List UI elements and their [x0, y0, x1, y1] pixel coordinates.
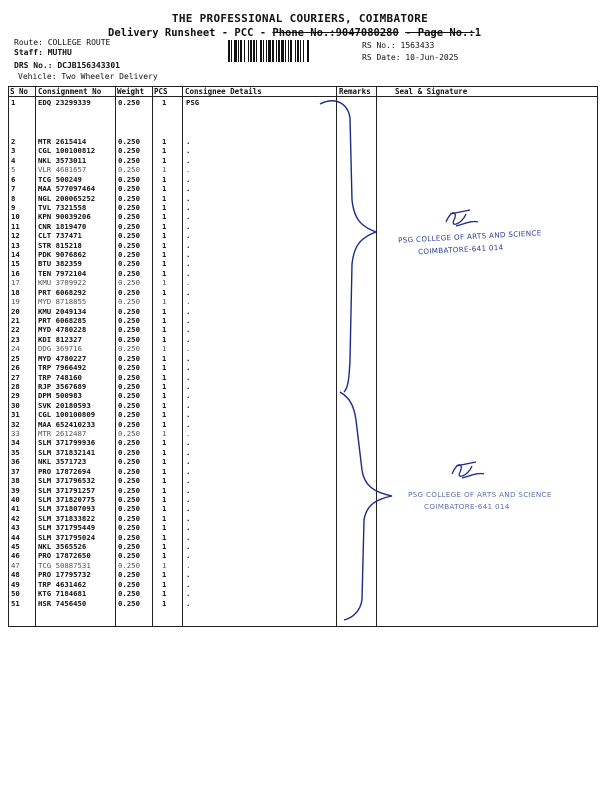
- row-weight: 0.250: [118, 231, 140, 241]
- row-pcs: 1: [162, 570, 167, 580]
- row-consignee: .: [186, 447, 191, 457]
- row-consignee: .: [186, 579, 191, 589]
- row-consignee: .: [186, 589, 191, 599]
- page-label: - Page No.:: [405, 27, 475, 39]
- row-sno: 44: [11, 532, 20, 542]
- row-pcs: 1: [162, 523, 167, 533]
- row-consignee: .: [186, 278, 191, 288]
- row-consignee: PSG: [186, 98, 200, 107]
- row-consignee: .: [186, 381, 191, 391]
- row-consignment-no: RJP 3567689: [38, 381, 87, 391]
- row-pcs: 1: [162, 334, 167, 344]
- row-pcs: 1: [162, 560, 167, 570]
- row-consignment-no: MYD 8718855: [38, 297, 87, 307]
- row-consignment-no: TVL 7321558: [38, 202, 87, 212]
- row-pcs: 1: [162, 344, 167, 354]
- row-consignee: .: [186, 598, 191, 608]
- row-consignment-no: MTR 2612487: [38, 429, 87, 439]
- row-sno: 30: [11, 400, 20, 410]
- row-consignee: .: [186, 306, 191, 316]
- row-sno: 37: [11, 466, 20, 476]
- row-weight: 0.250: [118, 202, 140, 212]
- row-sno: 16: [11, 268, 20, 278]
- row-consignment-no: PRT 6068285: [38, 315, 87, 325]
- row-pcs: 1: [162, 231, 167, 241]
- row-pcs: 1: [162, 98, 167, 107]
- row-pcs: 1: [162, 381, 167, 391]
- row-weight: 0.250: [118, 240, 140, 250]
- row-consignment-no: NGL 200065252: [38, 193, 96, 203]
- row-sno: 1: [11, 98, 16, 107]
- row-consignee: .: [186, 174, 191, 184]
- vehicle-label: Vehicle:: [18, 72, 57, 81]
- row-consignee: .: [186, 476, 191, 486]
- row-consignment-no: MAA 577097464: [38, 184, 96, 194]
- row-sno: 19: [11, 297, 20, 307]
- row-pcs: 1: [162, 589, 167, 599]
- row-sno: 9: [11, 202, 16, 212]
- row-pcs: 1: [162, 410, 167, 420]
- row-consignment-no: CLT 737471: [38, 231, 82, 241]
- row-consignee: .: [186, 184, 191, 194]
- row-consignment-no: SLM 371791257: [38, 485, 96, 495]
- row-weight: 0.250: [118, 579, 140, 589]
- staff-value: MUTHU: [47, 48, 72, 57]
- row-weight: 0.250: [118, 523, 140, 533]
- row-consignment-no: KPN 90039206: [38, 212, 91, 222]
- row-consignee: .: [186, 221, 191, 231]
- row-pcs: 1: [162, 466, 167, 476]
- col-header-weight: Weight: [117, 87, 145, 96]
- row-weight: 0.250: [118, 560, 140, 570]
- row-consignee: .: [186, 325, 191, 335]
- row-pcs: 1: [162, 287, 167, 297]
- signature-scribble-2: [452, 462, 484, 478]
- row-pcs: 1: [162, 513, 167, 523]
- row-sno: 12: [11, 231, 20, 241]
- row-consignment-no: KDI 812327: [38, 334, 82, 344]
- row-consignee: .: [186, 372, 191, 382]
- row-consignee: .: [186, 334, 191, 344]
- row-weight: 0.250: [118, 476, 140, 486]
- col-header-consignee: Consignee Details: [185, 87, 262, 96]
- row-consignment-no: MYD 4780228: [38, 325, 87, 335]
- row-weight: 0.250: [118, 542, 140, 552]
- row-consignee: .: [186, 155, 191, 165]
- row-sno: 6: [11, 174, 16, 184]
- row-weight: 0.250: [118, 353, 140, 363]
- row-pcs: 1: [162, 438, 167, 448]
- row-weight: 0.250: [118, 155, 140, 165]
- row-pcs: 1: [162, 429, 167, 439]
- row-weight: 0.250: [118, 457, 140, 467]
- row-sno: 11: [11, 221, 20, 231]
- row-sno: 10: [11, 212, 20, 222]
- row-weight: 0.250: [118, 315, 140, 325]
- row-weight: 0.250: [118, 429, 140, 439]
- row-weight: 0.250: [118, 598, 140, 608]
- row-sno: 47: [11, 560, 20, 570]
- col-header-pcs: PCS: [154, 87, 168, 96]
- row-sno: 32: [11, 419, 20, 429]
- row-consignment-no: TEN 7972104: [38, 268, 87, 278]
- row-consignment-no: HSR 7456450: [38, 598, 87, 608]
- route-value: COLLEGE ROUTE: [47, 38, 111, 47]
- row-weight: 0.250: [118, 184, 140, 194]
- row-sno: 13: [11, 240, 20, 250]
- row-weight: 0.250: [118, 494, 140, 504]
- row-weight: 0.250: [118, 504, 140, 514]
- row-consignee: .: [186, 353, 191, 363]
- row-consignment-no: PRO 17872694: [38, 466, 91, 476]
- col-header-sno: S No: [10, 87, 29, 96]
- row-consignment-no: TCG 50887531: [38, 560, 91, 570]
- row-consignment-no: DPM 500983: [38, 391, 82, 401]
- row-consignment-no: SLM 371799936: [38, 438, 96, 448]
- phone-number: 9047080280: [335, 27, 399, 39]
- row-pcs: 1: [162, 268, 167, 278]
- row-sno: 5: [11, 165, 16, 175]
- row-pcs: 1: [162, 297, 167, 307]
- row-sno: 31: [11, 410, 20, 420]
- row-consignee: .: [186, 513, 191, 523]
- col-header-remarks: Remarks: [339, 87, 371, 96]
- row-consignee: .: [186, 551, 191, 561]
- staff-label: Staff:: [14, 48, 43, 57]
- row-consignment-no: SLM 371820775: [38, 494, 96, 504]
- row-consignee: .: [186, 297, 191, 307]
- row-sno: 45: [11, 542, 20, 552]
- row-consignee: .: [186, 240, 191, 250]
- row-consignment-no: EDQ 23299339: [38, 98, 91, 107]
- row-weight: 0.250: [118, 513, 140, 523]
- row-sno: 51: [11, 598, 20, 608]
- row-pcs: 1: [162, 391, 167, 401]
- row-sno: 23: [11, 334, 20, 344]
- row-sno: 40: [11, 494, 20, 504]
- col-header-seal: Seal & Signature: [395, 87, 468, 96]
- row-pcs: 1: [162, 400, 167, 410]
- row-sno: 43: [11, 523, 20, 533]
- row-pcs: 1: [162, 193, 167, 203]
- row-weight: 0.250: [118, 334, 140, 344]
- row-weight: 0.250: [118, 570, 140, 580]
- row-weight: 0.250: [118, 193, 140, 203]
- row-consignee: .: [186, 344, 191, 354]
- row-pcs: 1: [162, 306, 167, 316]
- row-consignment-no: SLM 371795024: [38, 532, 96, 542]
- row-consignee: .: [186, 146, 191, 156]
- row-sno: 22: [11, 325, 20, 335]
- row-weight: 0.250: [118, 391, 140, 401]
- row-pcs: 1: [162, 212, 167, 222]
- row-consignment-no: TRP 4631462: [38, 579, 87, 589]
- company-title: THE PROFESSIONAL COURIERS, COIMBATORE: [171, 12, 429, 25]
- row-pcs: 1: [162, 221, 167, 231]
- row-sno: 42: [11, 513, 20, 523]
- row-sno: 17: [11, 278, 20, 288]
- row-weight: 0.250: [118, 344, 140, 354]
- row-weight: 0.250: [118, 400, 140, 410]
- row-pcs: 1: [162, 532, 167, 542]
- row-sno: 50: [11, 589, 20, 599]
- phone-label: Phone No.:: [272, 27, 336, 39]
- row-consignment-no: VLR 4681657: [38, 165, 87, 175]
- row-sno: 48: [11, 570, 20, 580]
- row-weight: 0.250: [118, 325, 140, 335]
- row-consignee: .: [186, 504, 191, 514]
- row-consignment-no: DDG 369716: [38, 344, 82, 354]
- row-consignment-no: SVK 20180593: [38, 400, 91, 410]
- row-sno: 15: [11, 259, 20, 269]
- row-pcs: 1: [162, 419, 167, 429]
- drs-label: DRS No.:: [14, 61, 53, 70]
- row-sno: 24: [11, 344, 20, 354]
- row-consignment-no: PDK 9076862: [38, 250, 87, 260]
- row-pcs: 1: [162, 476, 167, 486]
- row-weight: 0.250: [118, 438, 140, 448]
- row-sno: 14: [11, 250, 20, 260]
- row-weight: 0.250: [118, 447, 140, 457]
- row-consignee: .: [186, 202, 191, 212]
- college-stamp-1-line1: PSG COLLEGE OF ARTS AND SCIENCE: [397, 228, 542, 245]
- row-consignment-no: TCG 500249: [38, 174, 82, 184]
- row-consignee: .: [186, 532, 191, 542]
- row-sno: 28: [11, 381, 20, 391]
- row-consignee: .: [186, 457, 191, 467]
- row-consignee: .: [186, 429, 191, 439]
- row-sno: 25: [11, 353, 20, 363]
- rs-date-value: 10-Jun-2025: [405, 53, 459, 62]
- row-consignment-no: MTR 2615414: [38, 137, 87, 146]
- row-pcs: 1: [162, 165, 167, 175]
- row-pcs: 1: [162, 447, 167, 457]
- row-pcs: 1: [162, 579, 167, 589]
- row-sno: 21: [11, 315, 20, 325]
- row-consignment-no: KTG 7184681: [38, 589, 87, 599]
- row-weight: 0.250: [118, 221, 140, 231]
- row-weight: 0.250: [118, 485, 140, 495]
- rs-date-label: RS Date:: [362, 53, 401, 62]
- row-consignment-no: NKL 3565526: [38, 542, 87, 552]
- sheet-title: Delivery Runsheet - PCC -: [108, 27, 267, 39]
- row-weight: 0.250: [118, 551, 140, 561]
- row-weight: 0.250: [118, 372, 140, 382]
- row-weight: 0.250: [118, 287, 140, 297]
- row-sno: 7: [11, 184, 16, 194]
- row-weight: 0.250: [118, 174, 140, 184]
- row-consignment-no: CGL 100100809: [38, 410, 96, 420]
- row-consignee: .: [186, 400, 191, 410]
- row-consignee: .: [186, 259, 191, 269]
- row-weight: 0.250: [118, 466, 140, 476]
- row-weight: 0.250: [118, 306, 140, 316]
- vehicle-value: Two Wheeler Delivery: [61, 72, 158, 81]
- row-pcs: 1: [162, 240, 167, 250]
- row-consignee: .: [186, 287, 191, 297]
- row-pcs: 1: [162, 551, 167, 561]
- row-pcs: 1: [162, 363, 167, 373]
- row-consignment-no: TRP 748160: [38, 372, 82, 382]
- row-sno: 49: [11, 579, 20, 589]
- row-consignment-no: SLM 371832141: [38, 447, 96, 457]
- row-pcs: 1: [162, 353, 167, 363]
- row-consignment-no: NKL 3571723: [38, 457, 87, 467]
- row-pcs: 1: [162, 494, 167, 504]
- row-sno: 4: [11, 155, 16, 165]
- row-weight: 0.250: [118, 381, 140, 391]
- row-consignee: .: [186, 466, 191, 476]
- page-number: 1: [474, 27, 482, 39]
- row-weight: 0.250: [118, 589, 140, 599]
- row-pcs: 1: [162, 202, 167, 212]
- row-pcs: 1: [162, 457, 167, 467]
- row-sno: 29: [11, 391, 20, 401]
- row-sno: 2: [11, 137, 16, 146]
- row-consignment-no: MYD 4780227: [38, 353, 87, 363]
- row-consignee: .: [186, 363, 191, 373]
- row-pcs: 1: [162, 504, 167, 514]
- drs-value: DCJB156343301: [57, 61, 120, 70]
- row-sno: 36: [11, 457, 20, 467]
- row-consignment-no: MAA 652410233: [38, 419, 96, 429]
- row-weight: 0.250: [118, 419, 140, 429]
- row-pcs: 1: [162, 598, 167, 608]
- row-weight: 0.250: [118, 165, 140, 175]
- row-sno: 38: [11, 476, 20, 486]
- rs-no-label: RS No.:: [362, 41, 396, 50]
- row-consignment-no: PRO 17795732: [38, 570, 91, 580]
- row-consignee: .: [186, 494, 191, 504]
- row-consignee: .: [186, 137, 191, 146]
- row-consignee: .: [186, 570, 191, 580]
- row-pcs: 1: [162, 372, 167, 382]
- row-consignment-no: KMU 2049134: [38, 306, 87, 316]
- row-consignee: .: [186, 250, 191, 260]
- row-consignment-no: SLM 371795449: [38, 523, 96, 533]
- row-consignee: .: [186, 419, 191, 429]
- row-consignment-no: TRP 7966492: [38, 363, 87, 373]
- row-consignment-no: STR 815218: [38, 240, 82, 250]
- row-pcs: 1: [162, 542, 167, 552]
- row-weight: 0.250: [118, 268, 140, 278]
- row-sno: 34: [11, 438, 20, 448]
- row-sno: 46: [11, 551, 20, 561]
- row-consignee: .: [186, 438, 191, 448]
- rs-no-value: 1563433: [400, 41, 435, 50]
- row-consignment-no: CNR 1819470: [38, 221, 87, 231]
- row-consignee: .: [186, 212, 191, 222]
- row-consignee: .: [186, 231, 191, 241]
- row-pcs: 1: [162, 174, 167, 184]
- row-consignee: .: [186, 523, 191, 533]
- row-pcs: 1: [162, 146, 167, 156]
- row-pcs: 1: [162, 137, 167, 146]
- row-consignee: .: [186, 542, 191, 552]
- row-pcs: 1: [162, 485, 167, 495]
- remarks-bracket-pen-stroke: [320, 101, 392, 620]
- row-pcs: 1: [162, 155, 167, 165]
- row-sno: 8: [11, 193, 16, 203]
- row-pcs: 1: [162, 259, 167, 269]
- signature-scribble-1: [446, 210, 478, 226]
- row-consignment-no: SLM 371807093: [38, 504, 96, 514]
- row-sno: 41: [11, 504, 20, 514]
- row-pcs: 1: [162, 325, 167, 335]
- row-consignment-no: PRT 6068292: [38, 287, 87, 297]
- college-stamp-2-line1: PSG COLLEGE OF ARTS AND SCIENCE: [408, 490, 552, 499]
- row-sno: 3: [11, 146, 16, 156]
- row-weight: 0.250: [118, 532, 140, 542]
- row-consignee: .: [186, 193, 191, 203]
- row-weight: 0.250: [118, 137, 140, 146]
- college-stamp-1-line2: COIMBATORE-641 014: [417, 242, 504, 257]
- row-consignment-no: SLM 371796532: [38, 476, 96, 486]
- row-consignee: .: [186, 410, 191, 420]
- college-stamp-2-line2: COIMBATORE-641 014: [424, 502, 510, 511]
- row-weight: 0.250: [118, 98, 140, 107]
- row-sno: 35: [11, 447, 20, 457]
- route-label: Route:: [14, 38, 43, 47]
- row-consignment-no: NKL 3573011: [38, 155, 87, 165]
- row-sno: 39: [11, 485, 20, 495]
- row-weight: 0.250: [118, 212, 140, 222]
- row-pcs: 1: [162, 278, 167, 288]
- row-consignment-no: KMU 3709922: [38, 278, 87, 288]
- row-consignee: .: [186, 391, 191, 401]
- row-sno: 18: [11, 287, 20, 297]
- row-pcs: 1: [162, 184, 167, 194]
- row-consignment-no: SLM 371833822: [38, 513, 96, 523]
- row-consignment-no: CGL 100100812: [38, 146, 96, 156]
- row-sno: 27: [11, 372, 20, 382]
- row-weight: 0.250: [118, 363, 140, 373]
- row-consignee: .: [186, 268, 191, 278]
- row-sno: 26: [11, 363, 20, 373]
- row-consignee: .: [186, 165, 191, 175]
- row-consignee: .: [186, 315, 191, 325]
- row-weight: 0.250: [118, 146, 140, 156]
- row-weight: 0.250: [118, 278, 140, 288]
- row-consignment-no: BTU 382359: [38, 259, 82, 269]
- row-weight: 0.250: [118, 297, 140, 307]
- row-consignee: .: [186, 485, 191, 495]
- row-pcs: 1: [162, 315, 167, 325]
- row-weight: 0.250: [118, 410, 140, 420]
- row-pcs: 1: [162, 250, 167, 260]
- row-sno: 33: [11, 429, 20, 439]
- row-weight: 0.250: [118, 259, 140, 269]
- row-consignee: .: [186, 560, 191, 570]
- col-header-consignment: Consignment No: [38, 87, 102, 96]
- row-consignment-no: PRO 17872650: [38, 551, 91, 561]
- row-weight: 0.250: [118, 250, 140, 260]
- row-sno: 20: [11, 306, 20, 316]
